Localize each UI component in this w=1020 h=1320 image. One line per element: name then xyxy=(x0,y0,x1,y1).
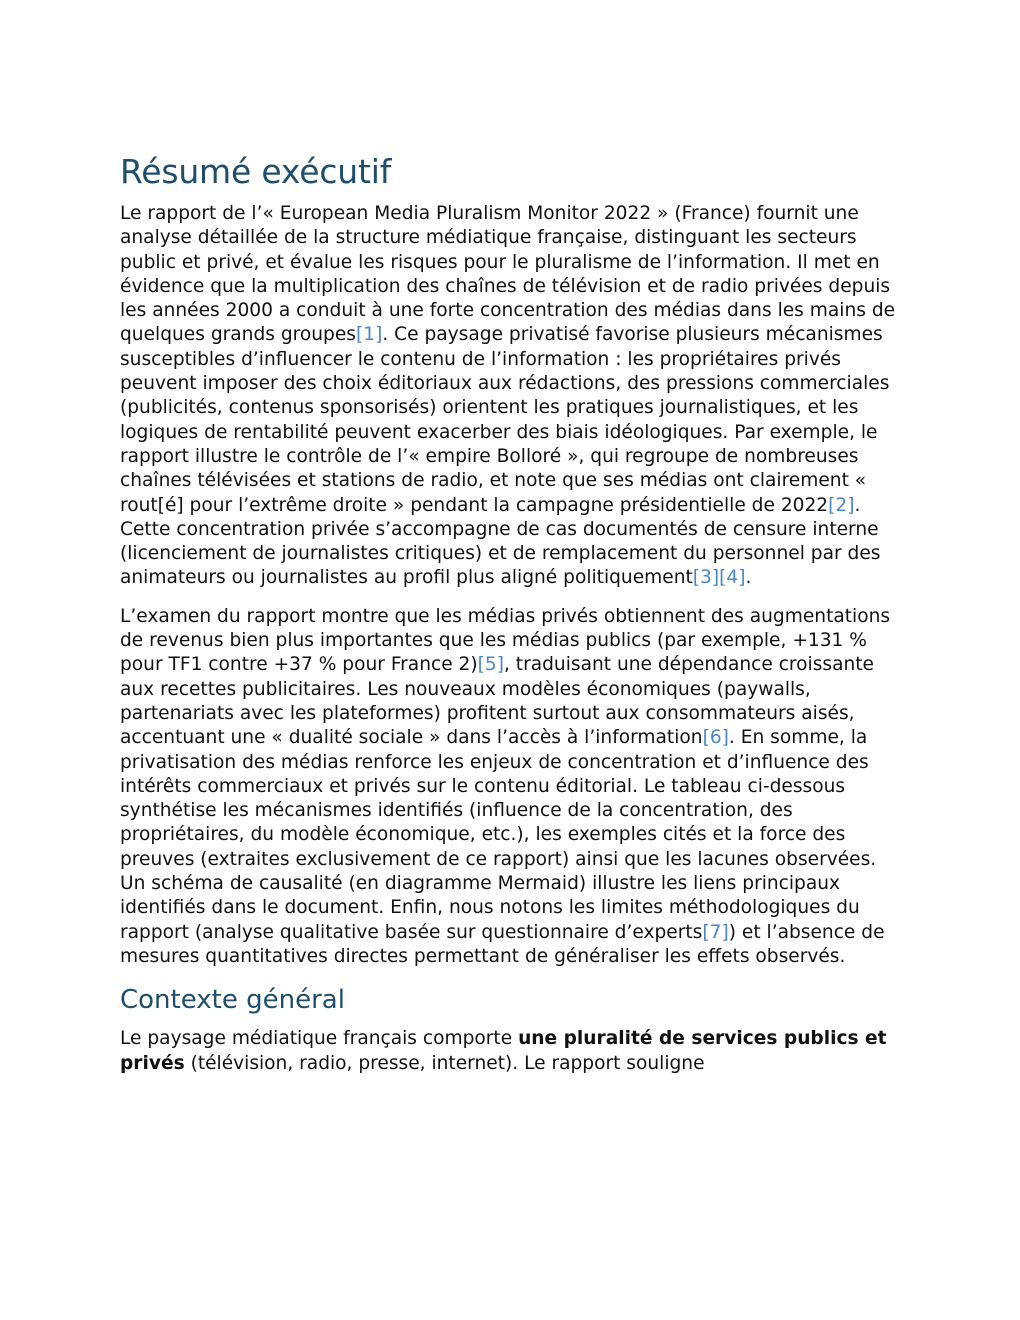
bold-phrase: une pluralité de services publics et privés xyxy=(120,1028,887,1074)
section-heading-executive-summary: Résumé exécutif xyxy=(120,152,392,191)
footnote-link-5[interactable]: [5] xyxy=(477,654,504,676)
paragraph-intro xyxy=(120,202,900,591)
paragraph-text: Le paysage médiatique français comporte xyxy=(120,1028,519,1050)
paragraph-text: Le rapport de l’« European Media Pluralism Monitor 2022 » (France) fournit une analyse détaillée de la structure médiatique française, distinguant les secteurs public et privé, et évalue les risques pour le pluralisme de l’information. Il met en évidence que la multiplication des chaînes de télévision et de radio privées depuis les années 2000 a conduit à une forte concentration des médias dans les mains de quelques grands groupes xyxy=(120,203,896,346)
paragraph-text: . En somme, la privatisation des médias renforce les enjeux de concentration et d’influence des intérêts commerciaux et privés sur le contenu éditorial. Le tableau ci-dessous synthétise les mécanismes identifiés (influence de la concentration, des propriétaires, du modèle économique, etc.), les exemples cités et la force des preuves (extraites exclusivement de ce rapport) ainsi que les lacunes observées. Un schéma de causalité (en diagramme Mermaid) illustre les liens principaux identifiés dans le document. Enfin, nous notons les limites méthodologiques du rapport (analyse qualitative basée sur questionnaire d’experts xyxy=(120,727,877,943)
footnote-link-3[interactable]: [3] xyxy=(692,567,720,589)
paragraph-text: ) et l’absence de mesures quantitatives directes permettant de généraliser les effets observés. xyxy=(120,921,885,967)
section-heading-general-context: Contexte général xyxy=(120,985,345,1016)
paragraph-context xyxy=(120,1027,900,1076)
paragraph-text: (télévision, radio, presse, internet). Le rapport souligne xyxy=(184,1052,705,1074)
footnote-link-4[interactable]: [4] xyxy=(719,567,746,589)
footnote-link-2[interactable]: [2] xyxy=(828,494,855,516)
paragraph-analysis xyxy=(120,605,900,969)
footnote-link-7[interactable]: [7] xyxy=(702,921,729,943)
paragraph-text: . Cette concentration privée s’accompagne de cas documentés de censure interne (licenciement de journalistes critiques) et de remplacement du personnel par des animateurs ou journalistes au profil plus aligné politiquement xyxy=(120,494,881,589)
paragraph-text: . xyxy=(745,567,752,589)
footnote-link-6[interactable]: [6] xyxy=(702,727,729,749)
document-page xyxy=(120,150,900,1090)
paragraph-text: . Ce paysage privatisé favorise plusieurs mécanismes susceptibles d’influencer le contenu de l’information : les propriétaires privés peuvent imposer des choix éditoriaux aux rédactions, des pressions commerciales (publicités, contenus sponsorisés) orientent les pratiques journalistiques, et les logiques de rentabilité peuvent exacerber des biais idéologiques. Par exemple, le rapport illustre le contrôle de l’« empire Bolloré », qui regroupe de nombreuses chaînes télévisées et stations de radio, et note que ses médias ont clairement « rout[é] pour l’extrême droite » pendant la campagne présidentielle de 2022 xyxy=(120,324,890,516)
footnote-link-1[interactable]: [1] xyxy=(355,324,383,346)
paragraph-text: , traduisant une dépendance croissante aux recettes publicitaires. Les nouveaux modèles économiques (paywalls, partenariats avec les plateformes) profitent surtout aux consommateurs aisés, accentuant une « dualité sociale » dans l’accès à l’information xyxy=(120,654,874,749)
paragraph-text: L’examen du rapport montre que les médias privés obtiennent des augmentations de revenus bien plus importantes que les médias publics (par exemple, +131 % pour TF1 contre +37 % pour France 2) xyxy=(120,605,891,676)
